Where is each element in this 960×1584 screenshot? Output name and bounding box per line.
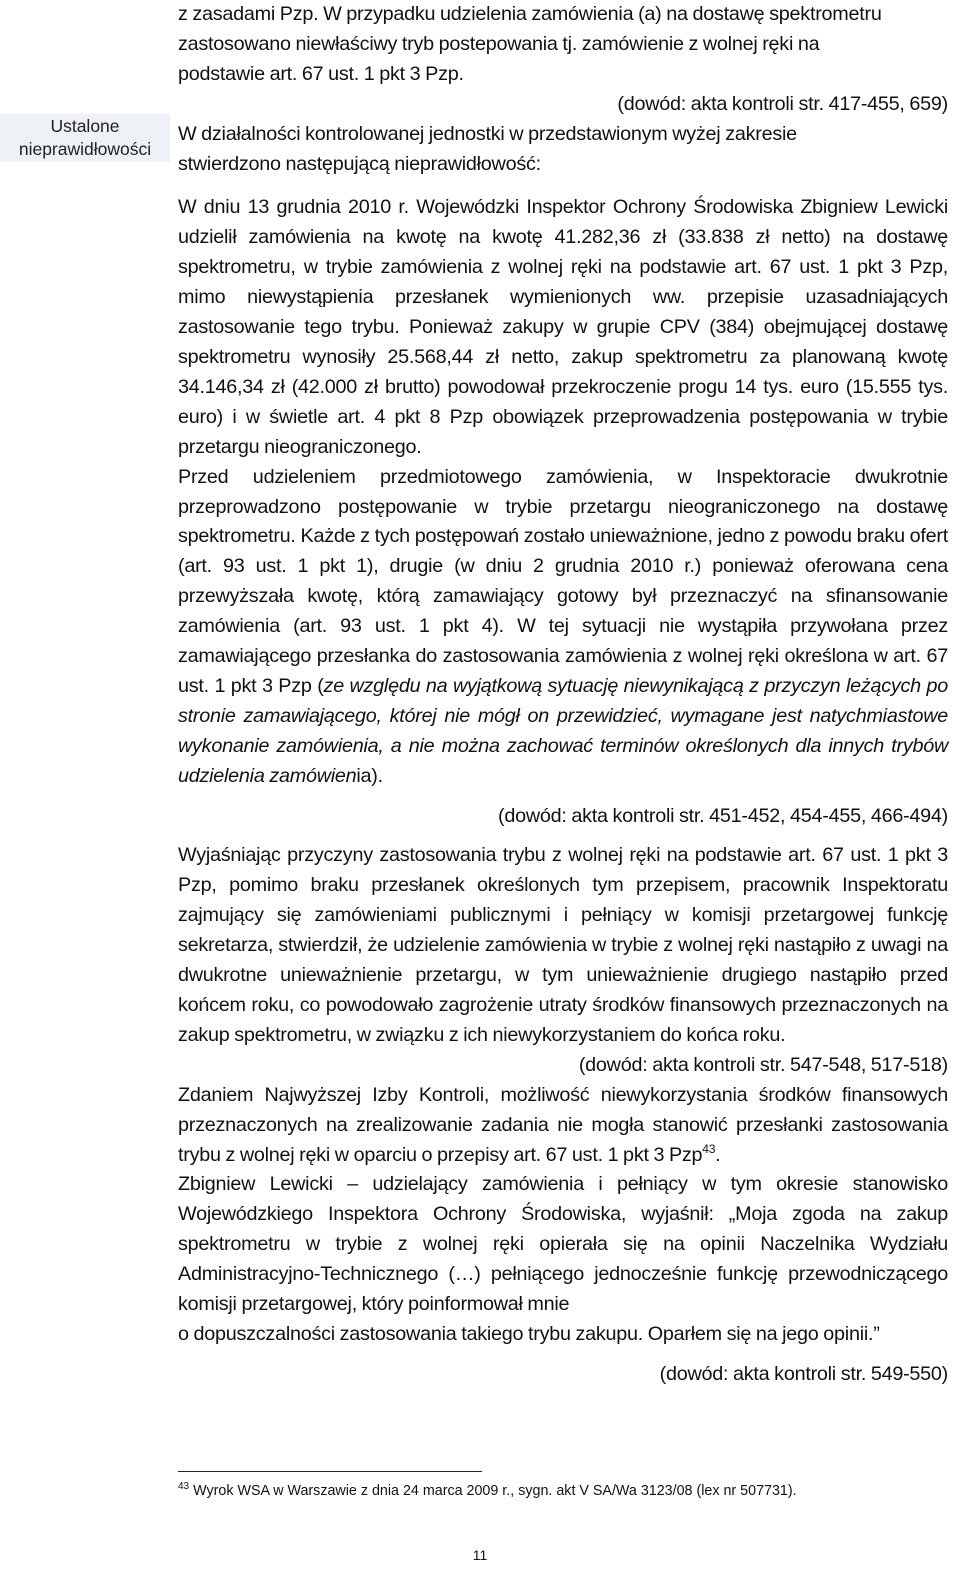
finding-label-line1: Ustalone xyxy=(50,116,120,136)
finding-label xyxy=(0,114,170,162)
finding-label-line2: nieprawidłowości xyxy=(18,139,152,159)
top-line-3: podstawie art. 67 ust. 1 pkt 3 Pzp. xyxy=(178,62,464,85)
evidence-5: (dowód: akta kontroli str. 549-550) xyxy=(659,1362,948,1385)
statute-quote: ze względu na wyjątkową sytuację niewynikającą z przyczyn leżących po stronie zamawiającego, której nie mógł on przewidzieć, wymagane jest natychmiastowe wykonanie zamówienia, a nie można zachować terminów określonych dla innych trybów udzielenia zamówien xyxy=(178,674,948,787)
paragraph-2-tail: ia). xyxy=(356,764,383,787)
footnote-ref: 43 xyxy=(702,1141,716,1156)
footnote-divider xyxy=(178,1471,482,1472)
intro-line-2: stwierdzono następującą nieprawidłowość: xyxy=(178,152,541,175)
paragraph-5: Zbigniew Lewicki – udzielający zamówienia i pełniący w tym okresie stanowisko Wojewódzkiego Inspektora Ochrony Środowiska, wyjaśnił: „Moja zgoda na zakup spektrometru w trybie z wolnej ręki opierała się na opinii Naczelnika Wydziału Administracyjno-Technicznego (…) pełniącego jednocześnie funkcję przewodniczącego komisji przetargowej, który poinformował mnie xyxy=(178,1173,948,1316)
paragraph-2-text: Przed udzieleniem przedmiotowego zamówienia, w Inspektoracie dwukrotnie przeprowadzono postępowanie w trybie przetargu nieograniczonego na dostawę spektrometru. Każde z tych postępowań zostało unieważnione, jedno z powodu braku ofert (art. 93 ust. 1 pkt 1), drugie (w dniu 2 grudnia 2010 r.) ponieważ oferowana cena przewyższała kwotę, którą zamawiający gotowy był przeznaczyć na sfinansowanie zamówienia (art. 93 ust. 1 pkt 4). W tej sytuacji nie wystąpiła przywołana przez zamawiającego przesłanka do zastosowania zamówienia z wolnej ręki określona w art. 67 ust. 1 pkt 3 Pzp ( xyxy=(178,465,948,697)
document-body xyxy=(178,0,948,1390)
footnote-number: 43 xyxy=(178,1481,190,1492)
paragraph-2 xyxy=(178,463,948,792)
intro-line-1: W działalności kontrolowanej jednostki w przedstawionym wyżej zakresie xyxy=(178,122,797,145)
paragraph-5-last-line: o dopuszczalności zastosowania takiego trybu zakupu. Oparłem się na jego opinii.” xyxy=(178,1322,880,1345)
page-number: 11 xyxy=(472,1547,488,1563)
paragraph-4-text: Zdaniem Najwyższej Izby Kontroli, możliwość niewykorzystania środków finansowych przeznaczonych na zrealizowanie zadania nie mogła stanowić przesłanki zastosowania trybu z wolnej ręki w oparciu o przepisy art. 67 ust. 1 pkt 3 Pzp xyxy=(178,1083,948,1166)
top-line-1: z zasadami Pzp. W przypadku udzielenia zamówienia (a) na dostawę spektrometru xyxy=(178,3,882,25)
paragraph-3: Wyjaśniając przyczyny zastosowania trybu z wolnej ręki na podstawie art. 67 ust. 1 pkt 3 Pzp, pomimo braku przesłanek określonych tym przepisem, pracownik Inspektoratu zajmujący się zamówieniami publicznymi i pełniący w komisji przetargowej funkcję sekretarza, stwierdził, że udzielenie zamówienia w trybie z wolnej ręki nastąpiło z uwagi na dwukrotne unieważnienie przetargu, w tym unieważnienie drugiego nastąpiło przed końcem roku, co powodowało zagrożenie utraty środków finansowych przeznaczonych na zakup spektrometru, w związku z ich niewykorzystaniem do końca roku. xyxy=(178,844,948,1046)
top-line-2: zastosowano niewłaściwy tryb postepowania tj. zamówienie z wolnej ręki na xyxy=(178,32,820,55)
footnote-text: Wyrok WSA w Warszawie z dnia 24 marca 2009 r., sygn. akt V SA/Wa 3123/08 (lex nr 507731). xyxy=(189,1483,797,1499)
footnote xyxy=(178,1482,948,1500)
evidence-2: (dowód: akta kontroli str. 451-452, 454-455, 466-494) xyxy=(498,804,948,827)
evidence-3: (dowód: akta kontroli str. 547-548, 517-518) xyxy=(578,1053,948,1076)
evidence-top: (dowód: akta kontroli str. 417-455, 659) xyxy=(617,92,948,115)
paragraph-1: W dniu 13 grudnia 2010 r. Wojewódzki Inspektor Ochrony Środowiska Zbigniew Lewicki udzielił zamówienia na kwotę na kwotę 41.282,36 zł (33.838 zł netto) na dostawę spektrometru, w trybie zamówienia z wolnej ręki na podstawie art. 67 ust. 1 pkt 3 Pzp, mimo niewystąpienia przesłanek wymienionych ww. przepisie uzasadniających zastosowanie tego trybu. Ponieważ zakupy w grupie CPV (384) obejmującej dostawę spektrometru wynosiły 25.568,44 zł netto, zakup spektrometru za planowaną kwotę 34.146,34 zł (42.000 zł brutto) powodował przekroczenie progu 14 tys. euro (15.555 tys. euro) i w świetle art. 4 pkt 8 Pzp obowiązek przeprowadzenia postępowania w trybie przetargu nieograniczonego. xyxy=(178,196,948,458)
paragraph-4: Zdaniem Najwyższej Izby Kontroli, możliwość niewykorzystania środków finansowych przeznaczonych na zrealizowanie zadania nie mogła stanowić przesłanki zastosowania trybu z wolnej ręki w oparciu o przepisy art. 67 ust. 1 pkt 3 Pzp$^{43}$. xyxy=(178,1083,948,1166)
